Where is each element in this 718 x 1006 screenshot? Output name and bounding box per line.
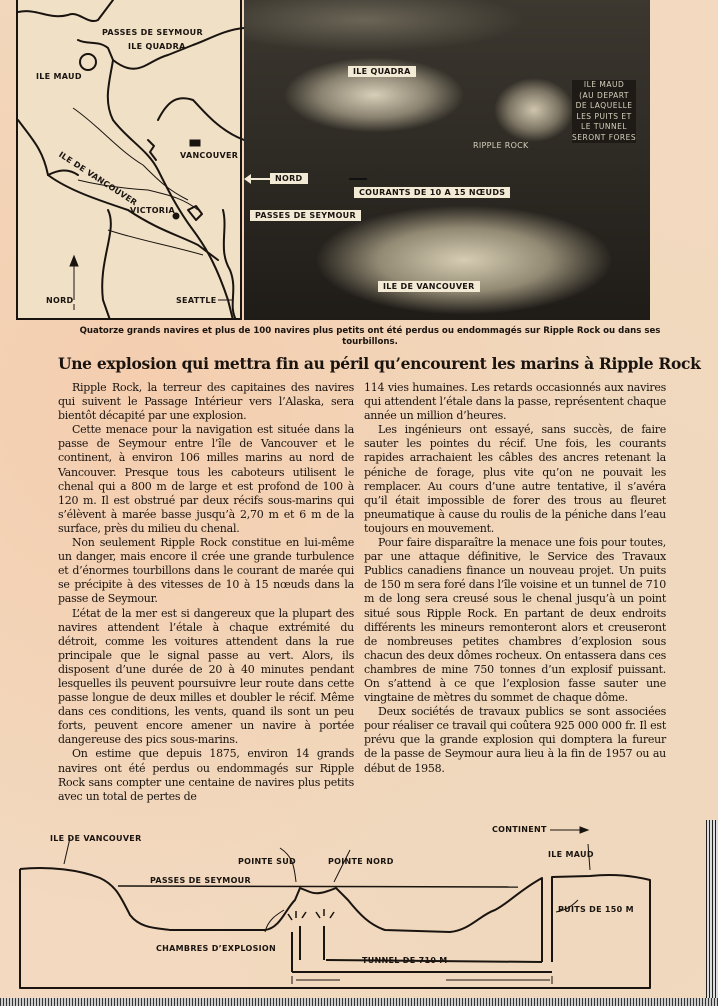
diagram-label-pointe-sud: POINTE SUD: [238, 857, 296, 866]
seymour-circle: [80, 54, 96, 70]
north-arrow-tail: [349, 178, 367, 180]
coast-island-inlet: [48, 170, 78, 175]
north-arrow-head: [70, 256, 78, 266]
paragraph: L’état de la mer est si dangereux que la plupart des navires attendent l’étale à chaque extrémité du détroit, comme les voitures attendent dans la rue principale que le signal passe au vert. Alors, ils disposent d’une durée de 20 à 40 minutes pendant lesquelles ils peuvent poursuivre leur route dans cette passe longue de deux milles et doubler le récif. Même dans ces conditions, les vents, quand ils sont un peu forts, peuvent encore amener un navire à portée dangereuse des pics sous-marins.: [58, 606, 354, 747]
pointer-pointe-nord: [334, 850, 350, 882]
continent-arrow-icon: [580, 827, 588, 833]
map-label-ile-de-vancouver: ILE DE VANCOUVER: [57, 150, 139, 208]
location-map: [16, 0, 242, 320]
map-label-vancouver: VANCOUVER: [180, 151, 239, 160]
paragraph: Pour faire disparaître la menace une fois pour toutes, par une attaque définitive, le Service des Travaux Publics canadiens finance un nouveau projet. Un puits de 150 m sera foré dans l’île voisine et un tunnel de 710 m de long sera creusé sous le chenal jusqu’à un point situé sous Ripple Rock. En partant de deux endroits différents les mineurs remonteront alors et creuseront de nombreuses petites chambres d’explosion sous chacun des deux dômes rocheux. On entassera dans ces chambres de mine 750 tonnes d’un explosif puissant. On s’attend à ce que l’explosion fasse sauter une vingtaine de mètres du sommet de chaque dôme.: [364, 536, 666, 705]
photo-label-courants: COURANTS DE 10 A 15 NŒUDS: [354, 187, 510, 198]
paragraph: Non seulement Ripple Rock constitue en lui-même un danger, mais encore il crée une grande turbulence et d’énormes tourbillons dans le courant de marée qui se précipite à des vitesses de 10 à 15 nœuds dans la passe de Seymour.: [58, 536, 354, 606]
map-label-nord: NORD: [46, 296, 74, 305]
diagram-label-puits: PUITS DE 150 M: [558, 905, 634, 914]
paragraph: Ripple Rock, la terreur des capitaines des navires qui suivent le Passage Intérieur vers l’Alaska, sera bientôt décapité par une explosion.: [58, 381, 354, 423]
diagram-label-chambres: CHAMBRES D’EXPLOSION: [156, 944, 277, 953]
photo-label-ripple-rock: RIPPLE ROCK: [473, 141, 529, 150]
paragraph: Cette menace pour la navigation est située dans la passe de Seymour entre l’île de Vancouver et le continent, à environ 106 milles marins au nord de Vancouver. Presque tous les caboteurs utilisent le chenal qui a 800 m de large et est profond de 100 à 120 m. Il est obstrué par deux récifs sous-marins qui s’élèvent à marée basse jusqu’à 2,70 m et 6 m de la surface, près du milieu du chenal.: [58, 423, 354, 535]
aerial-photo: [244, 0, 650, 320]
paragraph: On estime que depuis 1875, environ 14 grands navires ont été perdus ou endommagés sur Ripple Rock sans compter une centaine de navires plus petits avec un total de pertes de: [58, 747, 354, 803]
coast-north: [18, 0, 113, 21]
photo-label-passes-de-seymour: PASSES DE SEYMOUR: [250, 210, 361, 221]
article-column-2: [364, 381, 666, 776]
diagram-label-pointe-nord: POINTE NORD: [328, 857, 394, 866]
strait-line: [108, 230, 203, 255]
explosion-chambers: [288, 909, 334, 920]
map-label-seattle: SEATTLE: [176, 296, 217, 305]
article-headline: Une explosion qui mettra fin au péril qu’encourent les marins à Ripple Rock: [58, 354, 701, 373]
map-label-ile-maud: ILE MAUD: [36, 72, 82, 81]
island-ridge: [73, 108, 188, 200]
north-arrow-icon: [246, 178, 272, 180]
paragraph: Deux sociétés de travaux publics se sont associées pour réaliser ce travail qui coûtera 925 000 000 fr. Il est prévu que la grande explosion qui domptera la fureur de la passe de Seymour aura lieu à la fin de 1957 ou au début de 1958.: [364, 705, 666, 775]
photo-label-ile-de-vancouver: ILE DE VANCOUVER: [378, 281, 480, 292]
paragraph: 114 vies humaines. Les retards occasionnés aux navires qui attendent l’étale dans la passe, représentent chaque année un million d’heures.: [364, 381, 666, 423]
paragraph: Les ingénieurs ont essayé, sans succès, de faire sauter les pointes du récif. Une fois, les courants rapides arrachaient les câbles des ancres retenant la péniche de forage, plus vite qu’on ne pouvait les remplacer. Au cours d’une autre tentative, il s’avéra qu’il était impossible de forer des trous au fleuret pneumatique à cause du roulis de la péniche dans l’eau toujours en mouvement.: [364, 423, 666, 535]
coast-olympic: [102, 210, 111, 320]
tunnel-arrow-right: [446, 976, 552, 984]
tunnel-arrow-left: [292, 976, 340, 984]
sea-surface: [118, 886, 518, 887]
coast-vancouver-area: [158, 98, 244, 140]
seabed-profile: [20, 868, 542, 962]
vancouver-marker: [190, 140, 200, 146]
photo-label-ile-maud-note: ILE MAUD (AU DEPART DE LAQUELLE LES PUITS ET LE TUNNEL SERONT FORES: [572, 80, 637, 142]
map-label-victoria: VICTORIA: [130, 206, 176, 215]
photo-label-nord: NORD: [270, 173, 308, 184]
diagram-label-continent: CONTINENT: [492, 825, 547, 834]
diagram-label-passes-de-seymour: PASSES DE SEYMOUR: [150, 876, 251, 885]
diagram-label-tunnel: TUNNEL DE 710 M: [362, 956, 448, 965]
article-column-1: [58, 381, 354, 804]
tunnel-and-shafts: [292, 926, 552, 972]
diagram-label-ile-maud: ILE MAUD: [548, 850, 594, 859]
figure-caption: Quatorze grands navires et plus de 100 navires plus petits ont été perdus ou endommagés sur Ripple Rock ou dans ses tourbillons.: [79, 326, 661, 347]
photo-label-ile-quadra: ILE QUADRA: [348, 66, 416, 77]
map-label-ile-quadra: ILE QUADRA: [128, 42, 186, 51]
cross-section-diagram: [0, 820, 710, 1000]
map-label-passes-de-seymour: PASSES DE SEYMOUR: [102, 28, 203, 37]
diagram-label-ile-de-vancouver: ILE DE VANCOUVER: [50, 834, 142, 843]
